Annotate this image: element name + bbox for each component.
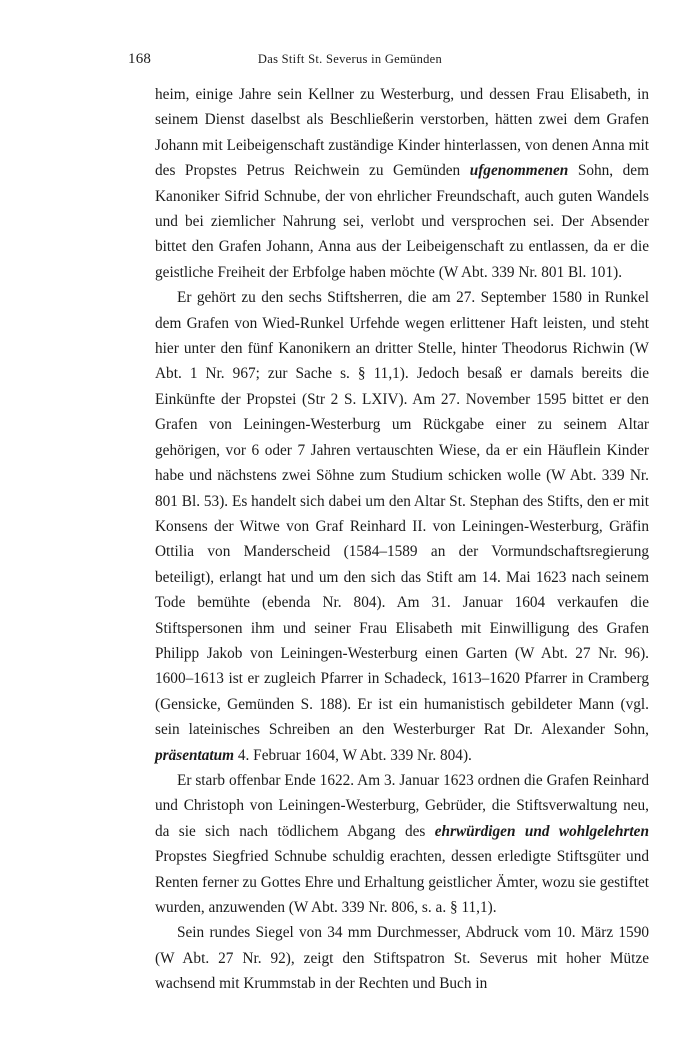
text-segment: heim, einige Jahre sein Kellner zu Westerburg, und dessen Frau Elisabeth, in seinem Dienst daselbst als Beschließerin verstorben, hätten zwei dem Grafen Johann mit Leibeigenschaft zuständige Kinder hinterlassen, von denen Anna mit des Propstes Petrus Reichwein zu Gemünden: [155, 86, 649, 180]
paragraph-3: [155, 768, 649, 920]
emphasis-ehrwuerdigen: ehrwürdigen und wohlgelehrten: [434, 822, 649, 840]
paragraph-2: [155, 285, 649, 768]
emphasis-praesentatum: präsentatum: [155, 746, 235, 764]
text-segment: Propstes Siegfried Schnube schuldig erachten, dessen erledigte Stiftsgüter und Renten ferner zu Gottes Ehre und Erhaltung geistlicher Ämter, wozu sie gestiftet wurden, anzuwenden (W Abt. 339 Nr. 806, s. a. § 11,1).: [155, 848, 649, 916]
paragraph-4: [155, 920, 649, 996]
page-number: 168: [128, 51, 152, 67]
running-head: Das Stift St. Severus in Gemünden: [257, 52, 443, 66]
text-segment: 4. Februar 1604, W Abt. 339 Nr. 804).: [234, 746, 472, 764]
text-segment: Er starb offenbar Ende 1622. Am 3. Januar 1623 ordnen die Grafen Reinhard und Christoph von Leiningen-Westerburg, Gebrüder, die Stiftsverwaltung neu, da sie sich nach tödlichem Abgang des: [155, 771, 649, 840]
text-segment: Sein rundes Siegel von 34 mm Durchmesser, Abdruck vom 10. März 1590 (W Abt. 27 Nr. 92), zeigt den Stiftspatron St. Severus mit hoher Mütze wachsend mit Krummstab in der Rechten und Buch in: [155, 924, 649, 993]
text-segment: Er gehört zu den sechs Stiftsherren, die am 27. September 1580 in Runkel dem Grafen von Wied-Runkel Urfehde wegen erlittener Haft leisten, und steht hier unter den fünf Kanonikern an dritter Stelle, hinter Theodorus Richwin (W Abt. 1 Nr. 967; zur Sache s. § 11,1). Jedoch besaß er damals bereits die Einkünfte der Propstei (Str 2 S. LXIV). Am 27. November 1595 bittet er den Grafen von Leiningen-Westerburg um Rückgabe einer zu seinem Altar gehörigen, vor 6 oder 7 Jahren vertauschten Wiese, da er ein Häuflein Kinder habe und nächstens zwei Söhne zum Studium schicken wolle (W Abt. 339 Nr. 801 Bl. 53). Es handelt sich dabei um den Altar St. Stephan des Stifts, den er mit Konsens der Witwe von Graf Reinhard II. von Leiningen-Westerburg, Gräfin Ottilia von Manderscheid (1584–1589 an der Vormundschaftsregierung beteiligt), erlangt hat und um den sich das Stift am 14. Mai 1623 nach seinem Tode bemühte (ebenda Nr. 804). Am 31. Januar 1604 verkaufen die Stiftspersonen ihm und seiner Frau Elisabeth mit Einwilligung des Grafen Philipp Jakob von Leiningen-Westerburg einen Garten (W Abt. 27 Nr. 96). 1600–1613 ist er zugleich Pfarrer in Schadeck, 1613–1620 Pfarrer in Cramberg (Gensicke, Gemünden S. 188). Er ist ein humanistisch gebildeter Mann (vgl. sein lateinisches Schreiben an den Westerburger Rat Dr. Alexander Sohn,: [155, 289, 649, 739]
page-body: [155, 82, 649, 997]
page-header: [0, 51, 700, 71]
emphasis-ufgenommenen: ufgenommenen: [469, 162, 569, 180]
paragraph-1: [155, 82, 649, 285]
text-segment: Sohn, dem Kanoniker Sifrid Schnube, der von ehrlicher Freundschaft, auch guten Wandels und bei ziemlicher Nahrung sei, verlobt und versprochen sei. Der Absender bittet den Grafen Johann, Anna aus der Leibeigenschaft zu entlassen, da er die geistliche Freiheit der Erbfolge haben möchte (W Abt. 339 Nr. 801 Bl. 101).: [155, 162, 649, 281]
